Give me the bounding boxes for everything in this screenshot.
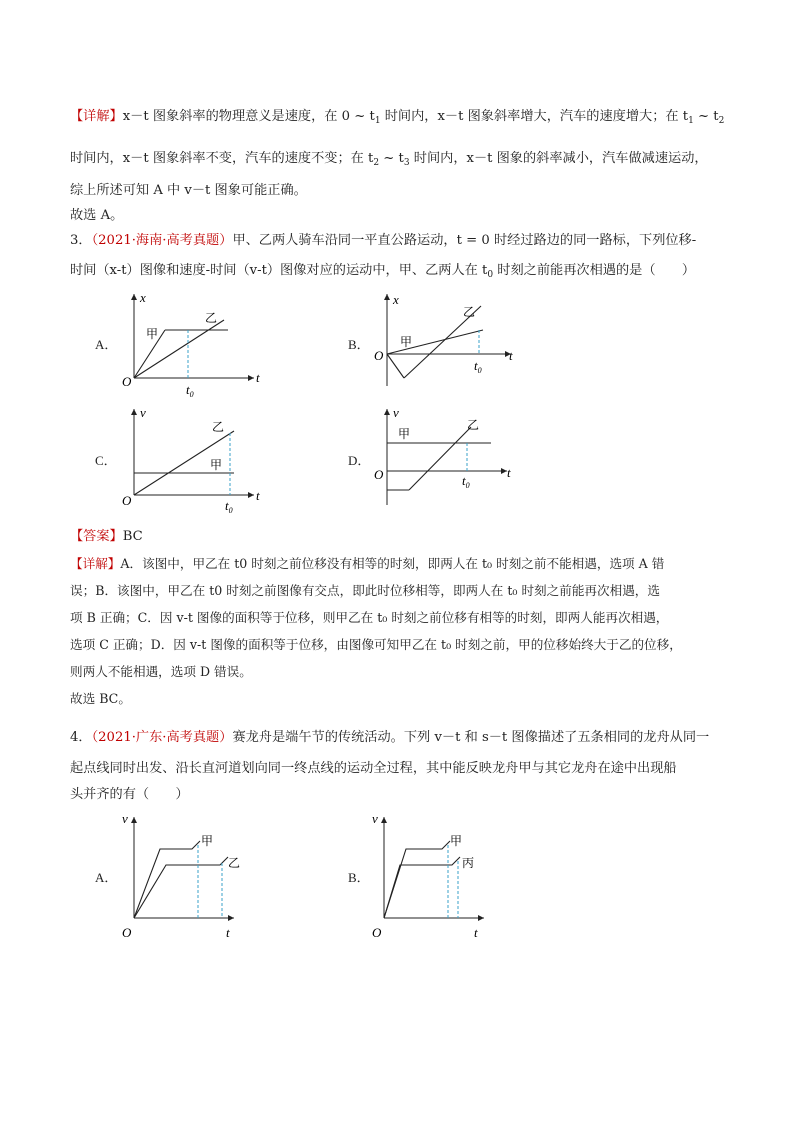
question-3-answer: 【答案】BC xyxy=(70,529,143,544)
graph-4b-jia: 甲 xyxy=(450,834,463,848)
graph-4a-jia: 甲 xyxy=(201,834,214,848)
graph-4a-yi-line xyxy=(134,857,228,918)
question-3-source: （2021·海南·高考真题） xyxy=(91,233,233,248)
graph-4b xyxy=(370,813,520,938)
graph-4b-v-label: v xyxy=(372,811,378,826)
answer-tag: 【答案】 xyxy=(70,529,123,544)
option-4a-label: A． xyxy=(95,870,118,885)
detail-tag-2: 【详解】 xyxy=(70,556,121,571)
graph-c-t0: $t_0$ xyxy=(225,498,233,515)
graph-a-x-label: x xyxy=(140,290,146,305)
graph-c xyxy=(120,405,270,515)
graph-4a xyxy=(120,813,270,938)
graph-b xyxy=(373,290,523,400)
graph-d xyxy=(373,405,523,515)
question-3 xyxy=(70,227,730,289)
detail-line-3: 综上所述可知 A 中 v－t 图象可能正确。 xyxy=(70,183,307,198)
detail-paragraph-1 xyxy=(70,103,730,229)
option-4b-label: B． xyxy=(348,870,370,885)
option-c-label: C． xyxy=(95,453,117,468)
detail-line-2: 时间内，x－t 图象斜率不变，汽车的速度不变；在 $t_2$ ~ $t_3$ 时间内，x－t 图象的斜率减小，汽车做减速运动， xyxy=(70,151,708,168)
graph-4b-bing-line xyxy=(384,857,460,918)
graph-d-t0: $t_0$ xyxy=(462,473,470,490)
graph-a-t-label: t xyxy=(256,370,260,385)
graph-4a-v-label: v xyxy=(122,811,128,826)
graph-d-origin: O xyxy=(374,467,384,482)
graph-a-origin: O xyxy=(122,374,132,389)
graph-d-yi: 乙 xyxy=(467,418,480,432)
graph-b-origin: O xyxy=(374,348,384,363)
graph-4b-origin: O xyxy=(372,925,382,940)
graph-d-jia: 甲 xyxy=(398,427,411,441)
graph-b-t-label: t xyxy=(509,348,513,363)
question-3-line-1: 3．（2021·海南·高考真题）甲、乙两人骑车沿同一平直公路运动，t = 0 时经过路边的同一路标，下列位移- xyxy=(70,233,697,248)
option-b-label: B． xyxy=(348,337,370,352)
graph-4a-jia-line xyxy=(134,841,200,918)
graph-4b-t-label: t xyxy=(474,925,478,940)
graph-d-v-label: v xyxy=(393,405,399,420)
detail-tag: 【详解】 xyxy=(70,109,123,124)
detail-line-4: 故选 A。 xyxy=(70,208,124,223)
graph-a-t0: $t_0$ xyxy=(186,382,194,399)
graph-b-yi: 乙 xyxy=(463,305,476,319)
graph-a-yi: 乙 xyxy=(205,311,218,325)
graph-b-x-label: x xyxy=(393,292,399,307)
detail-line-1: 【详解】x－t 图象斜率的物理意义是速度，在 0 ~ $t_1$ 时间内，x－t 图象斜率增大，汽车的速度增大；在 $t_1$ ~ $t_2$ xyxy=(70,109,725,126)
graph-c-jia: 甲 xyxy=(210,458,223,472)
question-3-detail: 【详解】A．该图中，甲乙在 t0 时刻之前位移没有相等的时刻，即两人在 t₀ 时刻之前不能相遇，选项 A 错 误；B．该图中，甲乙在 t0 时刻之前图像有交点，即此时位移相等，即两人在 t₀ 时刻之前能再次相遇，选 项 B 正确；C．因 v-t 图像的面积等于位移，则甲乙在 t₀ 时刻之前位移有相等的时刻，即两人能再次相遇， 选项 C 正确；D．因 v-t 图像的面积等于位移，由图像可知甲乙在 t₀ 时刻之前，甲的位移始终大于乙的位移， 则两人不能相遇，选项 D 错误。 故选 BC。 xyxy=(70,556,682,706)
option-a-label: A． xyxy=(95,337,118,352)
graph-b-jia: 甲 xyxy=(400,335,413,349)
graph-b-yi-line-1 xyxy=(387,354,404,378)
question-3-line-2: 时间（x-t）图像和速度-时间（v-t）图像对应的运动中，甲、乙两人在 $t_0$ 时刻之前能再次相遇的是（ ） xyxy=(70,263,696,280)
graph-c-v-label: v xyxy=(140,405,146,420)
graph-a-jia: 甲 xyxy=(146,327,159,341)
graph-4a-t-label: t xyxy=(226,925,230,940)
graph-4b-jia-line xyxy=(384,841,450,918)
question-4-source: （2021·广东·高考真题） xyxy=(91,730,233,745)
graph-c-t-label: t xyxy=(256,488,260,503)
graph-4b-bing: 丙 xyxy=(462,856,475,870)
graph-c-origin: O xyxy=(122,493,132,508)
graph-a xyxy=(120,290,270,400)
graph-4a-origin: O xyxy=(122,925,132,940)
graph-b-t0: $t_0$ xyxy=(474,358,482,375)
question-4: 4．（2021·广东·高考真题）赛龙舟是端午节的传统活动。下列 v－t 和 s－t 图像描述了五条相同的龙舟从同一 起点线同时出发、沿长直河道划向同一终点线的运动全过程，其中能反映龙舟甲与其它龙舟在途中出现船 头并齐的有（ ） xyxy=(70,730,710,802)
graph-4a-yi: 乙 xyxy=(228,856,241,870)
graph-d-t-label: t xyxy=(507,465,511,480)
option-d-label: D． xyxy=(348,453,371,468)
graph-c-yi: 乙 xyxy=(212,420,225,434)
